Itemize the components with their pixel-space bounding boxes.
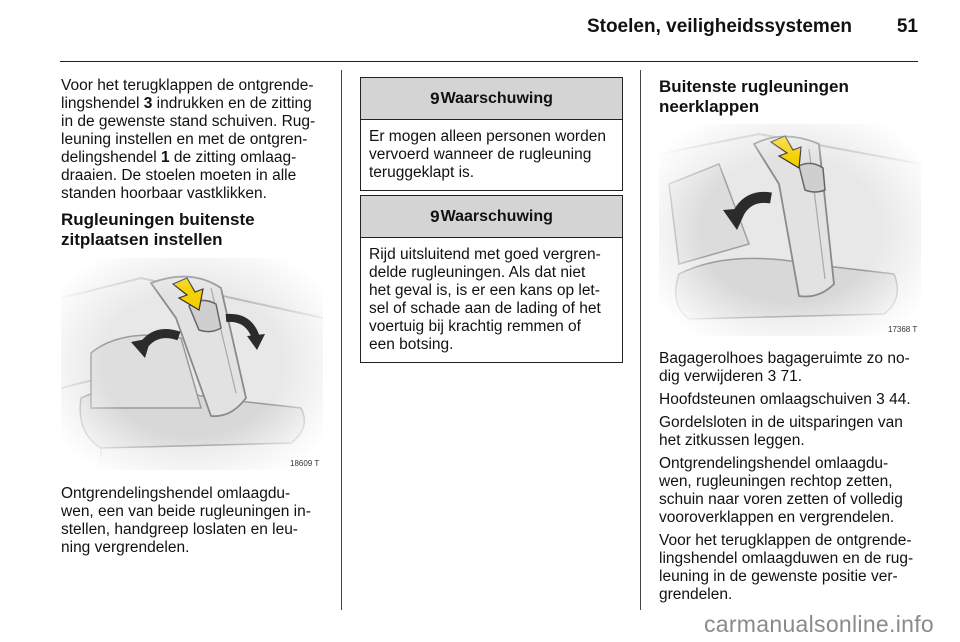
warning-text: Er mogen alleen personen worden vervoerd wanneer de rugleuning teruggeklapt is. <box>369 128 606 181</box>
column-divider-1 <box>341 70 342 610</box>
instruction-headrests: Hoofdsteunen omlaagschuiven 3 44. <box>659 391 911 408</box>
page-number: 51 <box>896 16 918 37</box>
warning-header <box>361 196 622 238</box>
instruction-return: Voor het terugklappen de ontgrende- lingshendel omlaagduwen en de rug- leuning in de gewenste positie ver- grendelen. <box>659 532 914 603</box>
warning-title: Waarschuwing <box>440 207 553 225</box>
section-heading-adjust: Rugleuningen buitenste zitplaatsen instellen <box>61 210 255 249</box>
reference-icon: 3 <box>767 368 777 385</box>
warning-box-2 <box>360 195 623 363</box>
instruction-buckles: Gordelsloten in de uitsparingen van het zitkussen leggen. <box>659 414 903 449</box>
lever-number-3: 3 <box>143 95 153 112</box>
instruction-remove-cover: Bagagerolhoes bagageruimte zo no- dig verwijderen 3 71. <box>659 350 910 385</box>
warning-title: Waarschuwing <box>440 89 553 107</box>
adjust-caption: Ontgrendelingshendel omlaagdu- wen, een van beide rugleuningen in- stellen, handgreep loslaten en leu- ning vergrendelen. <box>61 485 311 556</box>
lever-number-1: 1 <box>160 149 170 166</box>
figure-code: 17368 T <box>888 325 918 334</box>
section-heading-fold: Buitenste rugleuningen neerklappen <box>659 77 849 116</box>
instruction-fold: Ontgrendelingshendel omlaagdu- wen, rugleuningen rechtop zetten, schuin naar voren zetten of volledig vooroverklappen en vergrendelen. <box>659 455 903 526</box>
warning-icon: 9 <box>430 206 440 226</box>
header-divider <box>60 61 918 62</box>
seat-fold-illustration <box>659 124 921 336</box>
warning-text: Rijd uitsluitend met goed vergren- delde rugleuningen. Als dat niet het geval is, is er een kans op let- sel of schade aan de lading of het voertuig bij krachtig remmen of een botsing. <box>369 246 601 353</box>
reference-icon: 3 <box>876 391 885 408</box>
figure-code: 18609 T <box>290 459 320 468</box>
warning-box-1 <box>360 77 623 191</box>
warning-icon: 9 <box>430 88 440 108</box>
seat-adjust-illustration <box>61 258 323 470</box>
watermark: carmanualsonline.info <box>703 611 934 637</box>
warning-header <box>361 78 622 120</box>
column-divider-2 <box>640 70 641 610</box>
page-header-title: Stoelen, veiligheidssystemen <box>586 16 852 37</box>
intro-paragraph: Voor het terugklappen de ontgrende- lingshendel 3 indrukken en de zitting in de gewenste stand schuiven. Rug- leuning instellen en met de ontgren- delingshendel 1 de zitting omlaag- draaien. De stoelen moeten in alle standen hoorbaar vastklikken. <box>61 77 316 202</box>
